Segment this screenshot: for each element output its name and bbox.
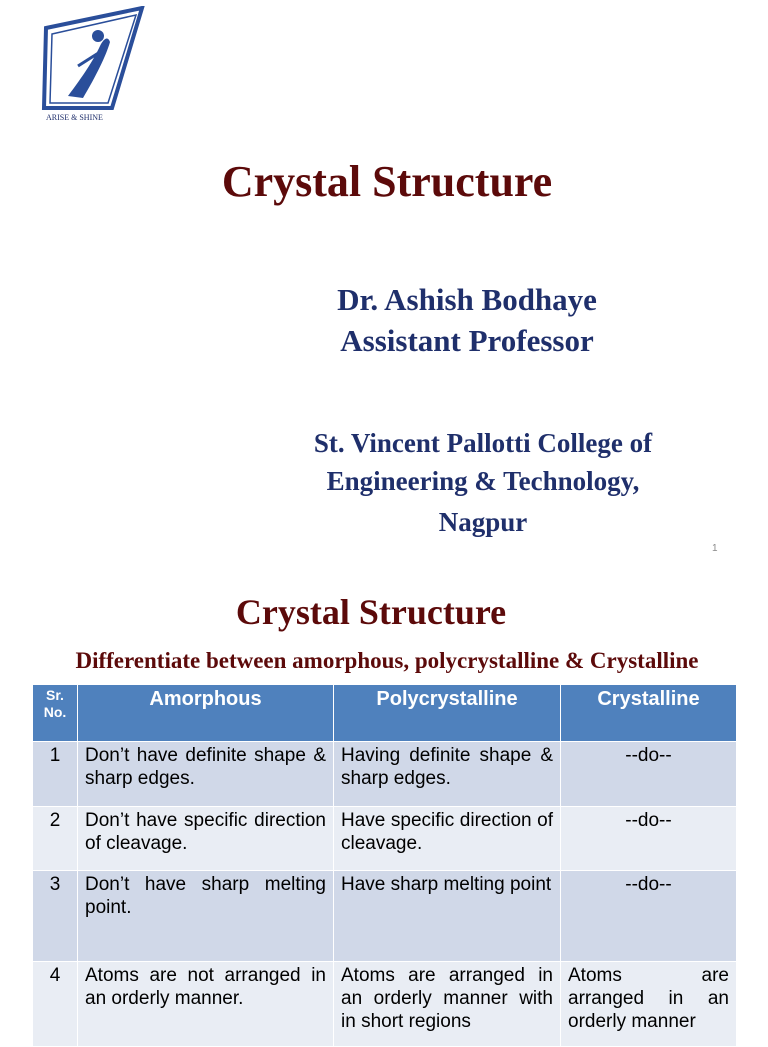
cell-sr: 2 [33,807,78,871]
page-number: 1 [712,543,718,554]
table-row [33,742,737,807]
table-header-row [33,685,737,742]
cell-crystalline: Atoms are arranged in an orderly manner [561,962,737,1047]
header-crystalline: Crystalline [561,685,737,742]
college-line-2: Engineering & Technology, [326,466,640,496]
cell-sr: 4 [33,962,78,1047]
header-sr-no: Sr. No. [33,685,78,742]
header-polycrystalline: Polycrystalline [334,685,561,742]
cell-amorphous: Don’t have definite shape & sharp edges. [78,742,334,807]
slide-2-title: Crystal Structure [235,592,507,632]
college-line-3: Nagpur [438,507,528,537]
cell-crystalline: --do-- [561,807,737,871]
author-block [250,279,684,361]
slide-2-subtitle: Differentiate between amorphous, polycrystalline & Crystalline [75,648,699,673]
slide-1-title: Crystal Structure [221,157,553,206]
author-role: Assistant Professor [340,323,594,358]
table-row [33,962,737,1047]
cell-polycrystalline: Atoms are arranged in an orderly manner with in short regions [334,962,561,1047]
cell-polycrystalline: Have specific direction of cleavage. [334,807,561,871]
college-logo [38,6,148,126]
logo-caption: ARISE & SHINE [46,113,103,122]
cell-amorphous: Atoms are not arranged in an orderly manner. [78,962,334,1047]
college-line-1: St. Vincent Pallotti College of [313,428,653,458]
cell-crystalline: --do-- [561,742,737,807]
cell-amorphous: Don’t have sharp melting point. [78,871,334,962]
cell-sr: 3 [33,871,78,962]
header-amorphous: Amorphous [78,685,334,742]
table-row [33,871,737,962]
author-name: Dr. Ashish Bodhaye [337,282,597,317]
college-block [250,424,716,541]
comparison-table [32,684,737,1047]
cell-sr: 1 [33,742,78,807]
cell-amorphous: Don’t have specific direction of cleavage. [78,807,334,871]
cell-crystalline: --do-- [561,871,737,962]
cell-polycrystalline: Having definite shape & sharp edges. [334,742,561,807]
cell-polycrystalline: Have sharp melting point [334,871,561,962]
table-row [33,807,737,871]
